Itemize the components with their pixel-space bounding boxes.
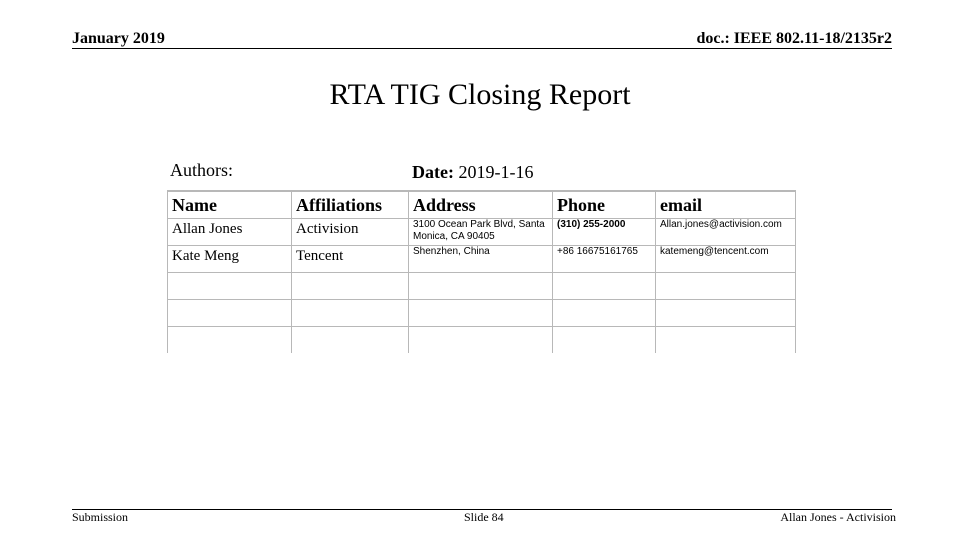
header-doc-id: doc.: IEEE 802.11-18/2135r2 [696, 30, 892, 47]
author-email: Allan.jones@activision.com [656, 219, 796, 246]
author-phone: +86 16675161765 [553, 246, 656, 273]
table-row-empty [168, 273, 796, 300]
column-header-phone: Phone [553, 191, 656, 219]
date-line [412, 162, 533, 183]
column-header-address: Address [409, 191, 553, 219]
table-header-row [168, 191, 796, 219]
table-row [168, 219, 796, 246]
footer-author: Allan Jones - Activision [780, 510, 896, 524]
table-row-empty [168, 300, 796, 327]
column-header-email: email [656, 191, 796, 219]
authors-label: Authors: [170, 160, 233, 180]
author-affiliation: Activision [292, 219, 409, 246]
footer-slide-number: Slide 84 [464, 510, 504, 524]
date-label: Date: [412, 162, 454, 182]
authors-table [167, 190, 796, 353]
author-address: 3100 Ocean Park Blvd, Santa Monica, CA 90405 [409, 219, 553, 246]
date-value: 2019-1-16 [453, 162, 534, 182]
author-affiliation: Tencent [292, 246, 409, 273]
column-header-name: Name [168, 191, 292, 219]
author-name: Allan Jones [168, 219, 292, 246]
header-date: January 2019 [72, 30, 165, 47]
table-row-empty [168, 327, 796, 354]
column-header-affiliations: Affiliations [292, 191, 409, 219]
author-phone: (310) 255-2000 [553, 219, 656, 246]
footer-submission: Submission [72, 510, 129, 524]
slide-title: RTA TIG Closing Report [329, 78, 631, 111]
header-rule [72, 48, 892, 49]
author-email: katemeng@tencent.com [656, 246, 796, 273]
table-row [168, 246, 796, 273]
author-name: Kate Meng [168, 246, 292, 273]
author-address: Shenzhen, China [409, 246, 553, 273]
